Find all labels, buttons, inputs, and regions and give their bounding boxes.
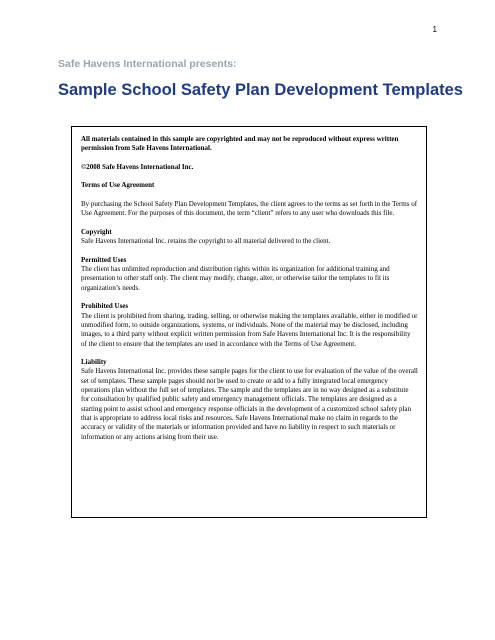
terms-notice-box — [71, 126, 427, 518]
copyright-warning: All materials contained in this sample are copyrighted and may not be reproduced without express written permission from Safe Havens International. — [81, 135, 399, 153]
section-heading: Liability — [81, 358, 107, 367]
copyright-line: ©2008 Safe Havens International Inc. — [81, 162, 194, 171]
section-body: Safe Havens International Inc. retains the copyright to all material delivered to the client. — [81, 237, 331, 246]
terms-body: By purchasing the School Safety Plan Development Templates, the client agrees to the terms as set forth in the Terms of Use Agreement. For the purposes of this document, the term “client” refers to any user who downloads this file. — [81, 200, 418, 218]
terms-heading: Terms of Use Agreement — [81, 181, 155, 190]
section-heading: Permitted Uses — [81, 255, 127, 264]
document-title: Sample School Safety Plan Development Templates — [58, 81, 463, 99]
page-number: 1 — [432, 25, 437, 34]
presenter-kicker: Safe Havens International presents: — [58, 58, 237, 70]
section-liability — [81, 358, 418, 442]
section-heading: Copyright — [81, 227, 112, 236]
section-body: The client has unlimited reproduction and distribution rights within its organization for additional training and presentation to other staff only. The client may modify, change, alter, or otherwise tailor the templates to fit its organization’s needs. — [81, 265, 390, 292]
section-copyright — [81, 228, 418, 247]
section-permitted-uses — [81, 256, 418, 293]
section-heading: Prohibited Uses — [81, 302, 129, 311]
section-body: The client is prohibited from sharing, trading, selling, or otherwise making the templates available, either in modified or unmodified form, to outside organizations, systems, or individuals. None of the material may be disclosed, including images, to a third party without explicit written permission from Safe Havens International Inc. It is the responsibility of the client to ensure that the templates are used in accordance with the Terms of Use Agreement. — [81, 311, 418, 348]
section-prohibited-uses — [81, 302, 418, 348]
section-body: Safe Havens International Inc. provides these sample pages for the client to use for evaluation of the value of the overall set of templates. These sample pages should not be used to create or add to a fully integrated local emergency operations plan without the full set of templates. The sample and the templates are in no way designed as a substitute for consultation by qualified public safety and emergency management officials. The templates are designed as a starting point to assist school and emergency response officials in the development of a customized school safety plan that is appropriate to address local risks and resources. Safe Havens International make no claim in regards to the accuracy or validity of the materials or information provided and have no liability in respect to such materials or information or any actions arising from their use. — [81, 367, 418, 441]
